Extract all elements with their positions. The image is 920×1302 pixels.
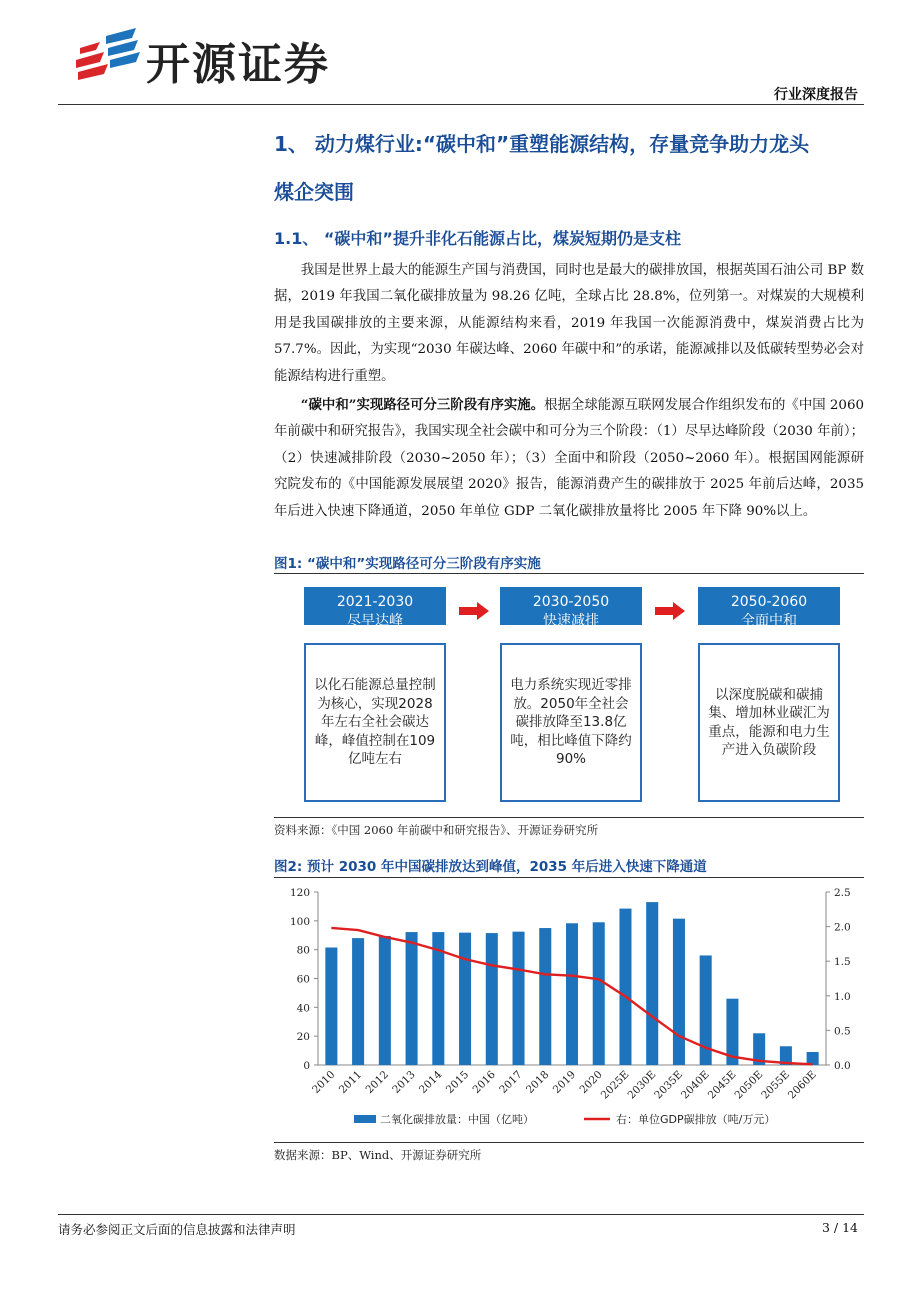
subsection-title: 1.1、 “碳中和”提升非化石能源占比，煤炭短期仍是支柱 [274,229,681,248]
x-tick-label: 2040E [679,1068,712,1102]
y-tick-label-left: 80 [296,944,310,957]
x-tick-label: 2045E [705,1068,739,1102]
stage3-name: 全面中和 [741,613,797,629]
section-title-line1: 1、 动力煤行业:“碳中和”重塑能源结构，存量竞争助力龙头 [274,132,810,156]
bar-2018 [539,928,551,1065]
x-tick-label: 2035E [652,1068,686,1102]
bar-2013 [406,932,418,1065]
stage1-description: 以化石能源总量控制为核心，实现2028年左右全社会碳达峰，峰值控制在109亿吨左右 [304,643,446,802]
y-tick-label-right: 0.0 [834,1060,851,1072]
stage3-description: 以深度脱碳和碳捕集、增加林业碳汇为重点，能源和电力生产进入负碳阶段 [698,643,840,802]
y-tick-label-left: 100 [289,915,310,928]
stage3-header [698,587,840,629]
bar-2015 [459,933,471,1065]
figure1-source: 资料来源：《中国 2060 年前碳中和研究报告》、开源证券研究所 [274,823,599,837]
paragraph-1-text: 我国是世界上最大的能源生产国与消费国，同时也是最大的碳排放国，根据英国石油公司 BP 数据，2019 年我国二氧化碳排放量为 98.26 亿吨，全球占比 28.8%，位列第一。对煤炭的大规模利用是我国碳排放的主要来源，从能源结构来看，2019 年我国一次能源消费中，煤炭消费占比为 57.7%。因此，为实现“2030 年碳达峰、2060 年碳中和”的承诺，能源减排以及低碳转型势必会对能源结构进行重塑。 [274,263,864,384]
bar-2035E [673,919,685,1065]
stage2-name: 快速减排 [543,613,599,629]
y-tick-label-left: 20 [296,1031,310,1044]
x-tick-label: 2050E [732,1068,766,1102]
paragraph-1 [274,258,864,390]
legend-label-emissions: 二氧化碳排放量：中国（亿吨） [380,1113,534,1126]
x-tick-label: 2019 [550,1068,579,1097]
stage2-period: 2030-2050 [532,594,610,610]
x-tick-label: 2030E [625,1068,659,1102]
x-tick-label: 2020 [577,1068,605,1097]
bar-2025E [619,909,631,1065]
stage2-description: 电力系统实现近零排放。2050年全社会碳排放降至13.8亿吨，相比峰值下降约90% [500,643,642,802]
legend-swatch-emissions [354,1115,376,1123]
bar-2012 [379,936,391,1065]
bar-2017 [513,932,525,1065]
x-tick-label: 2012 [363,1068,391,1097]
y-tick-label-right: 1.5 [834,956,851,969]
bar-2016 [486,933,498,1065]
section-title-line2: 煤企突围 [274,180,354,204]
x-tick-label: 2016 [470,1068,498,1097]
x-tick-label: 2013 [390,1068,418,1097]
figure2-top-rule [274,877,864,878]
paragraph-2 [274,392,864,525]
y-tick-label-right: 2.0 [834,921,851,934]
y-tick-label-left: 120 [289,887,310,899]
stage3-period: 2050-2060 [730,594,808,610]
emissions-chart [274,880,864,1140]
company-name: 开源证券 [146,39,330,90]
x-tick-label: 2010 [310,1068,338,1097]
y-tick-label-right: 0.5 [834,1025,851,1038]
footer-disclaimer: 请务必参阅正文后面的信息披露和法律声明 [58,1222,296,1237]
x-tick-label: 2025E [598,1068,632,1102]
figure2-bottom-rule [274,1142,864,1143]
header-divider [58,104,864,105]
y-tick-label-left: 60 [296,973,310,986]
stage2-header [500,587,642,629]
x-tick-label: 2011 [336,1068,365,1097]
bar-2019 [566,923,578,1065]
bar-2030E [646,902,658,1065]
figure1-bottom-rule [274,817,864,818]
company-logo-icon [74,22,144,84]
stage1-name: 尽早达峰 [347,613,403,629]
bar-2020 [593,922,605,1065]
figure1-title: 图1: “碳中和”实现路径可分三阶段有序实施 [274,556,541,572]
paragraph-2-lead: “碳中和”实现路径可分三阶段有序实施。 [300,397,545,413]
paragraph-2-text: 根据全球能源互联网发展合作组织发布的《中国 2060 年前碳中和研究报告》，我国实现全社会碳中和可分为三个阶段：（1）尽早达峰阶段（2030 年前）；（2）快速减排阶段（2030~2050 年）；（3）全面中和阶段（2050~2060 年）。根据国网能源研究院发布的《中国能源发展展望 2020》报告，能源消费产生的碳排放于 2025 年前后达峰，2035 年后进入快速下降通道，2050 年单位 GDP 二氧化碳排放量将比 2005 年下降 90%以上。 [274,398,864,519]
x-tick-label: 2018 [523,1068,552,1097]
bar-2010 [325,948,337,1065]
x-tick-label: 2015 [443,1068,472,1097]
figure1-top-rule [274,573,864,574]
bar-2011 [352,938,364,1065]
x-tick-label: 2017 [497,1068,525,1097]
y-tick-label-left: 40 [296,1002,310,1015]
arrow-right-icon [655,602,685,620]
arrow-right-icon [459,602,489,620]
legend-label-intensity: 右：单位GDP碳排放（吨/万元） [616,1113,776,1126]
figure2-title: 图2: 预计 2030 年中国碳排放达到峰值，2035 年后进入快速下降通道 [274,859,707,875]
footer-divider [58,1214,864,1215]
y-tick-label-right: 2.5 [834,887,851,899]
x-tick-label: 2014 [417,1068,445,1097]
page-number: 3 / 14 [821,1220,858,1235]
y-tick-label-right: 1.0 [834,990,851,1003]
y-tick-label-left: 0 [303,1060,310,1072]
report-type-label: 行业深度报告 [774,87,858,103]
x-tick-label: 2055E [759,1068,793,1102]
x-tick-label: 2060E [785,1068,819,1102]
figure2-source: 数据来源：BP、Wind、开源证券研究所 [274,1148,482,1162]
stage1-period: 2021-2030 [336,594,414,610]
stage1-header [304,587,446,629]
